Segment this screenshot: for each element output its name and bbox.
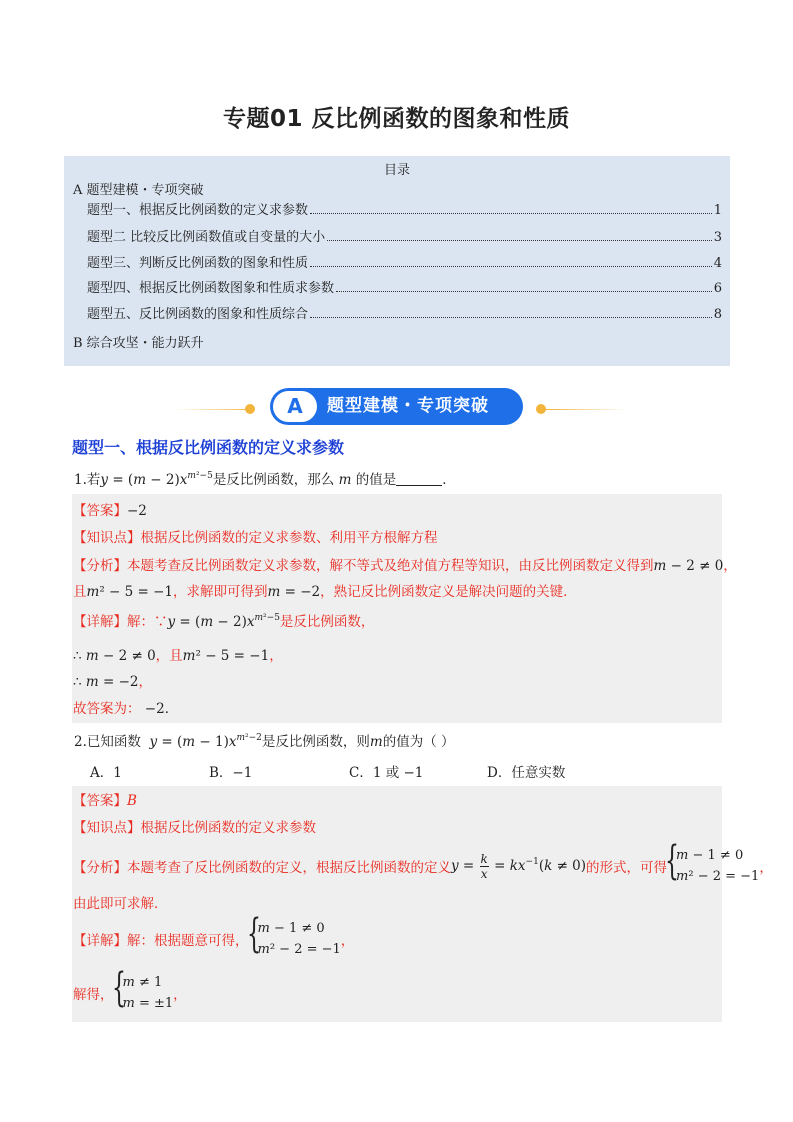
q2-analysis: 【分析】 本题考查了反比例函数的定义，根据反比例函数的定义 y = $\frac{k}{x}$ = $kx^{-1}(k \ne 0)$ 的形式，可得 { m − 1 ≠ 0 m² − 2 = −1 ， (73, 842, 773, 890)
toc-entry[interactable]: 题型三、判断反比例函数的图象和性质 4 (87, 256, 722, 271)
banner-left-dot (245, 404, 255, 414)
q1-step-1: ∴ m − 2 ≠ 0，且m² − 5 = −1， (73, 648, 283, 664)
q2-answer-box (72, 786, 773, 1022)
q2-analysis-cont: 由此即可求解． (73, 896, 168, 912)
toc-heading: 目录 (383, 163, 410, 178)
q1-analysis: 【分析】本题考查反比例函数定义求参数，解不等式及绝对值方程等知识，由反比例函数定义得到m − 2 ≠ 0， (73, 558, 737, 574)
toc-entry[interactable]: 题型一、根据反比例函数的定义求参数 1 (87, 203, 722, 218)
toc-entry[interactable]: 题型五、反比例函数的图象和性质综合 8 (87, 307, 722, 322)
option-c[interactable]: C．1 或 −1 (349, 765, 424, 781)
q2-detail: 【详解】 解：根据题意可得， { m − 1 ≠ 0 m² − 2 = −1 ， (73, 916, 354, 962)
q1-knowledge: 【知识点】根据反比例函数的定义求参数、利用平方根解方程 (73, 530, 438, 546)
q1-answer: 【答案】−2 (73, 503, 147, 519)
option-a[interactable]: A．1 (90, 765, 122, 781)
banner-left-line (175, 409, 255, 410)
q2-knowledge: 【知识点】根据反比例函数的定义求参数 (73, 820, 316, 836)
table-of-contents (64, 156, 730, 366)
toc-section-a[interactable]: A 题型建模・专项突破 (73, 183, 204, 198)
toc-entry[interactable]: 题型二 比较反比例函数值或自变量的大小 3 (87, 230, 722, 245)
q1-analysis-cont: 且m² − 5 = −1，求解即可得到m = −2，熟记反比例函数定义是解决问题的关键． (73, 584, 577, 600)
option-b[interactable]: B．−1 (209, 765, 253, 781)
section-badge: A (273, 391, 317, 422)
question-1: 1.若$y = (m - 2)x^{m^2-5}$是反比例函数，那么 m 的值是 ． (74, 471, 456, 488)
q2-answer: 【答案】B (73, 793, 137, 809)
section-heading: 题型一、根据反比例函数的定义求参数 (72, 438, 345, 457)
q2-solve: 解得， { m ≠ 1 m = ±1 ， (73, 970, 187, 1016)
question-2: 2.已知函数 $y = (m - 1)x^{m^2-2}$是反比例函数，则m的值为（ ） (74, 733, 455, 750)
banner-right-dot (536, 404, 546, 414)
q1-answer-box (72, 494, 737, 723)
option-d[interactable]: D．任意实数 (487, 765, 566, 781)
q1-step-2: ∴ m = −2， (73, 674, 152, 690)
q1-detail: 【详解】解：∵y = $(m - 2)x^{m^2-5}$是反比例函数， (73, 613, 375, 630)
answer-blank (396, 473, 442, 486)
section-banner-text: 题型建模・专项突破 (327, 396, 489, 416)
q1-final: 故答案为： −2． (73, 701, 179, 717)
toc-section-b[interactable]: B 综合攻坚・能力跃升 (73, 336, 204, 351)
toc-entry[interactable]: 题型四、根据反比例函数图象和性质求参数 6 (87, 281, 722, 296)
banner-right-line (546, 409, 626, 410)
page-title: 专题01 反比例函数的图象和性质 (222, 106, 570, 132)
